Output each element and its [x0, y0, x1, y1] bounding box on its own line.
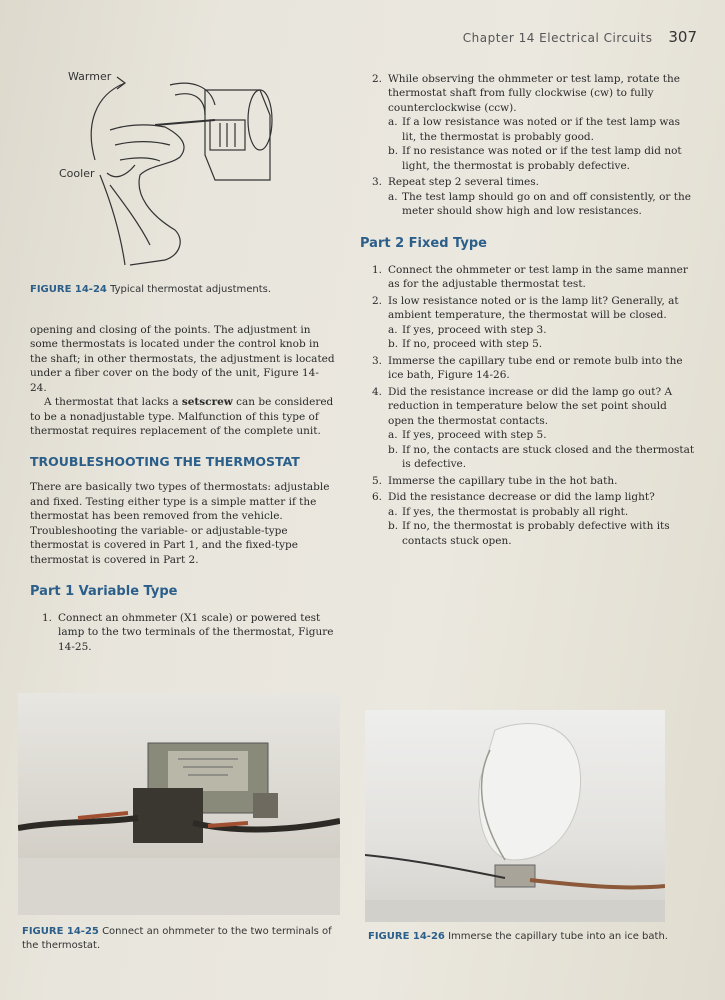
setscrew-post: can be considered to be a nonadjustable type. Malfunction of this type of thermostat requires replacement of the complete unit. — [30, 396, 334, 438]
substep-text: If no, proceed with step 5. — [402, 338, 543, 351]
step-text: Is low resistance noted or is the lamp lit? Generally, at ambient temperature, the thermostat will be closed. — [388, 294, 679, 322]
list-item — [360, 294, 695, 323]
list-item — [30, 611, 335, 654]
list-item — [360, 385, 695, 428]
step-number: 3. — [371, 354, 382, 367]
step-number: 4. — [371, 385, 382, 398]
figure-14-24-caption-text: Typical thermostat adjustments. — [110, 284, 272, 295]
substep-letter: a. — [388, 505, 398, 518]
list-subitem — [388, 190, 695, 219]
figure-14-24 — [55, 65, 295, 270]
part1-heading: Part 1 Variable Type — [30, 584, 178, 600]
substep-letter: a. — [388, 116, 398, 129]
step-text: Repeat step 2 several times. — [388, 176, 539, 189]
figure-14-25-photo — [18, 693, 340, 915]
substep-text: If yes, proceed with step 3. — [402, 323, 547, 336]
figure-14-25-number: FIGURE 14-25 — [22, 926, 99, 937]
substep-letter: b. — [388, 145, 399, 158]
substep-letter: a. — [388, 429, 398, 442]
list-subitem — [388, 144, 695, 173]
list-subitem — [388, 115, 695, 144]
setscrew-term: setscrew — [181, 396, 233, 409]
step-number: 5. — [371, 474, 382, 487]
right-column — [360, 70, 695, 548]
step-number: 3. — [371, 176, 382, 189]
list-item — [360, 490, 695, 504]
figure-14-24-number: FIGURE 14-24 — [30, 284, 107, 295]
step-number: 2. — [371, 294, 382, 307]
list-subitem — [388, 428, 695, 442]
substep-letter: b. — [388, 338, 399, 351]
step-text: Did the resistance increase or did the lamp go out? A reduction in temperature below the set point should open the thermostat contacts. — [388, 385, 673, 427]
paragraph-setscrew — [30, 395, 335, 438]
step-number: 6. — [371, 491, 382, 504]
cooler-arrow — [107, 165, 135, 177]
list-item — [360, 175, 695, 189]
page-number: 307 — [668, 28, 697, 46]
part2-heading: Part 2 Fixed Type — [360, 235, 487, 251]
substep-letter: b. — [388, 520, 399, 533]
screwdriver — [155, 120, 215, 125]
step-text: Immerse the capillary tube in the hot bath. — [388, 474, 618, 487]
substep-text: If yes, proceed with step 5. — [402, 429, 547, 442]
substep-text: If no resistance was noted or if the test lamp did not light, the thermostat is probably defective. — [402, 145, 682, 172]
chapter-title: Chapter 14 Electrical Circuits — [462, 31, 653, 45]
ice-bath-photo — [365, 710, 665, 922]
list-subitem — [388, 505, 695, 519]
step-number: 1. — [41, 611, 52, 624]
paragraph-types: There are basically two types of thermostats: adjustable and fixed. Testing either type is a simple matter if the thermostat has been removed from the vehicle. Troubleshooting the variable- or adjustable-type thermostat is covered in Part 1, and the fixed-type thermostat is covered in Part 2. — [30, 481, 330, 566]
list-item — [360, 72, 695, 115]
substep-letter: a. — [388, 190, 398, 203]
list-subitem — [388, 337, 695, 351]
substep-letter: b. — [388, 443, 399, 456]
substep-text: If no, the thermostat is probably defective with its contacts stuck open. — [402, 520, 670, 547]
figure-14-25-caption-text: Connect an ohmmeter to the two terminals of the thermostat. — [22, 926, 332, 951]
list-subitem — [388, 519, 695, 548]
list-item — [360, 474, 695, 488]
left-column — [30, 323, 335, 654]
substep-text: If no, the contacts are stuck closed and the thermostat is defective. — [402, 443, 695, 471]
setscrew-pre: A thermostat that lacks a — [44, 396, 182, 409]
warmer-label: Warmer — [68, 70, 112, 83]
step-text: Did the resistance decrease or did the lamp light? — [388, 491, 655, 504]
step-text: Connect the ohmmeter or test lamp in the same manner as for the adjustable thermostat test. — [388, 263, 688, 291]
list-item — [360, 263, 695, 292]
warmer-arrow — [91, 83, 125, 160]
running-head — [463, 28, 697, 46]
step-number: 1. — [371, 263, 382, 276]
figure-14-26-photo — [365, 710, 665, 922]
figure-14-26-caption-text: Immerse the capillary tube into an ice bath. — [448, 931, 668, 942]
list-item — [360, 354, 695, 383]
substep-text: If a low resistance was noted or if the test lamp was lit, the thermostat is probably good. — [402, 116, 681, 143]
figure-14-26-number: FIGURE 14-26 — [368, 931, 445, 942]
step-text: Immerse the capillary tube end or remote bulb into the ice bath, Figure 14-26. — [388, 354, 683, 382]
substep-text: If yes, the thermostat is probably all right. — [402, 505, 629, 518]
ohmmeter-thermostat-photo — [18, 693, 340, 915]
step-text: Connect an ohmmeter (X1 scale) or powered test lamp to the two terminals of the thermostat, Figure 14-25. — [58, 611, 334, 653]
step-number: 2. — [371, 73, 382, 85]
paragraph-adjustment: opening and closing of the points. The adjustment in some thermostats is located under the control knob in the shaft; in other thermostats, the adjustment is located under a fiber cover on the body of the unit, Figure 14-24. — [30, 324, 335, 394]
step-text: While observing the ohmmeter or test lamp, rotate the thermostat shaft from fully clockwise (cw) to fully counterclockwise (ccw). — [388, 73, 680, 114]
figure-14-24-caption — [30, 283, 330, 297]
substep-letter: a. — [388, 323, 398, 336]
troubleshooting-heading: TROUBLESHOOTING THE THERMOSTAT — [30, 453, 300, 469]
figure-14-26-caption — [368, 930, 668, 944]
cooler-label: Cooler — [59, 167, 95, 180]
list-subitem — [388, 323, 695, 337]
figure-14-25-caption — [22, 925, 342, 952]
substep-text: The test lamp should go on and off consistently, or the meter should show high and low resistances. — [402, 190, 691, 218]
list-subitem — [388, 443, 695, 472]
